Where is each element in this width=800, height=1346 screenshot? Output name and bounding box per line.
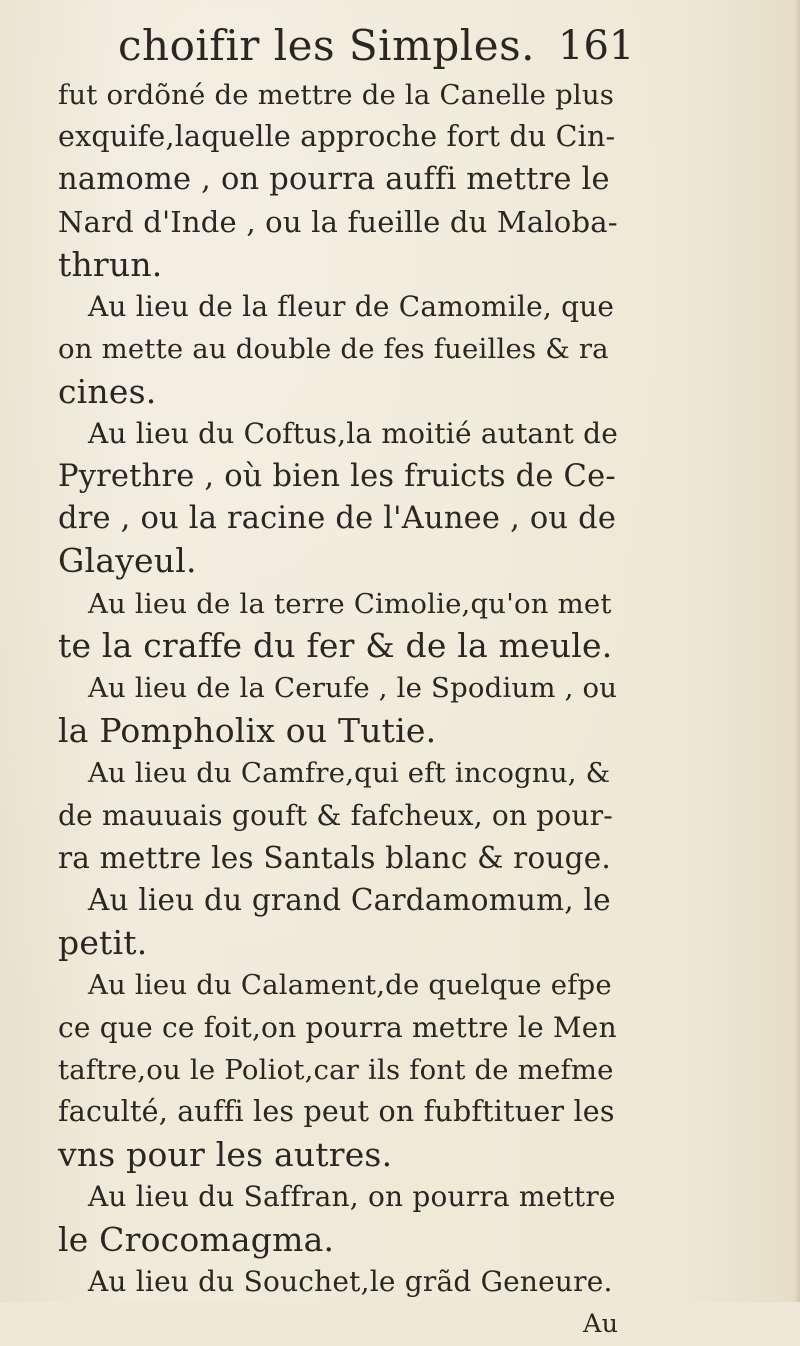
text-line: Au lieu du Calament,de quelque efpe <box>88 969 612 1002</box>
page-header <box>0 14 800 78</box>
text-line: te la craffe du fer & de la meule. <box>58 626 613 666</box>
text-line: Au lieu du Coftus,la moitié autant de <box>88 417 618 451</box>
text-line: Nard d'Inde , ou la fueille du Maloba- <box>58 205 618 240</box>
text-line: fut ordõné de mettre de la Canelle plus <box>58 79 615 111</box>
text-line: exquife,laquelle approche fort du Cin- <box>58 120 616 154</box>
page-edge-shadow <box>794 0 800 1302</box>
text-line: Au lieu de la terre Cimolie,qu'on met <box>88 587 612 620</box>
text-line: de mauuais gouft & fafcheux, on pour- <box>58 798 613 832</box>
text-line: Au lieu du Souchet,le grãd Geneure. <box>88 1264 613 1298</box>
catchword: Au <box>583 1309 619 1340</box>
text-line: Au lieu de la fleur de Camomile, que <box>88 289 615 323</box>
text-line: ce que ce foit,on pourra mettre le Men <box>58 1010 617 1044</box>
text-line: ra mettre les Santals blanc & rouge. <box>58 841 611 876</box>
text-line: la Pompholix ou Tutie. <box>58 710 437 750</box>
text-line: namome , on pourra auffi mettre le <box>58 161 610 197</box>
text-line: taftre,ou le Poliot,car ils font de mefme <box>58 1053 614 1086</box>
body-text <box>58 74 618 1346</box>
text-line: vns pour les autres. <box>58 1134 393 1174</box>
text-line: Au lieu de la Cerufe , le Spodium , ou <box>88 672 618 705</box>
running-title: choifir les Simples. <box>118 21 535 70</box>
text-line: Au lieu du grand Cardamomum, le <box>88 883 611 918</box>
text-line: on mette au double de fes fueilles & ra <box>58 333 609 366</box>
text-line: Au lieu du Camfre,qui eft incognu, & <box>88 757 611 790</box>
text-line: petit. <box>58 922 148 962</box>
text-line: Glayeul. <box>58 541 197 581</box>
text-line: thrun. <box>58 244 163 284</box>
text-line: faculté, auffi les peut on fubftituer les <box>58 1095 615 1129</box>
text-line: le Crocomagma. <box>58 1219 335 1259</box>
text-line: Au lieu du Saffran, on pourra mettre <box>88 1180 616 1214</box>
text-line: cines. <box>58 371 157 411</box>
text-line: Pyrethre , où bien les fruicts de Ce- <box>58 458 616 494</box>
page-number: 161 <box>558 23 635 69</box>
text-line: dre , ou la racine de l'Aunee , ou de <box>58 500 617 536</box>
